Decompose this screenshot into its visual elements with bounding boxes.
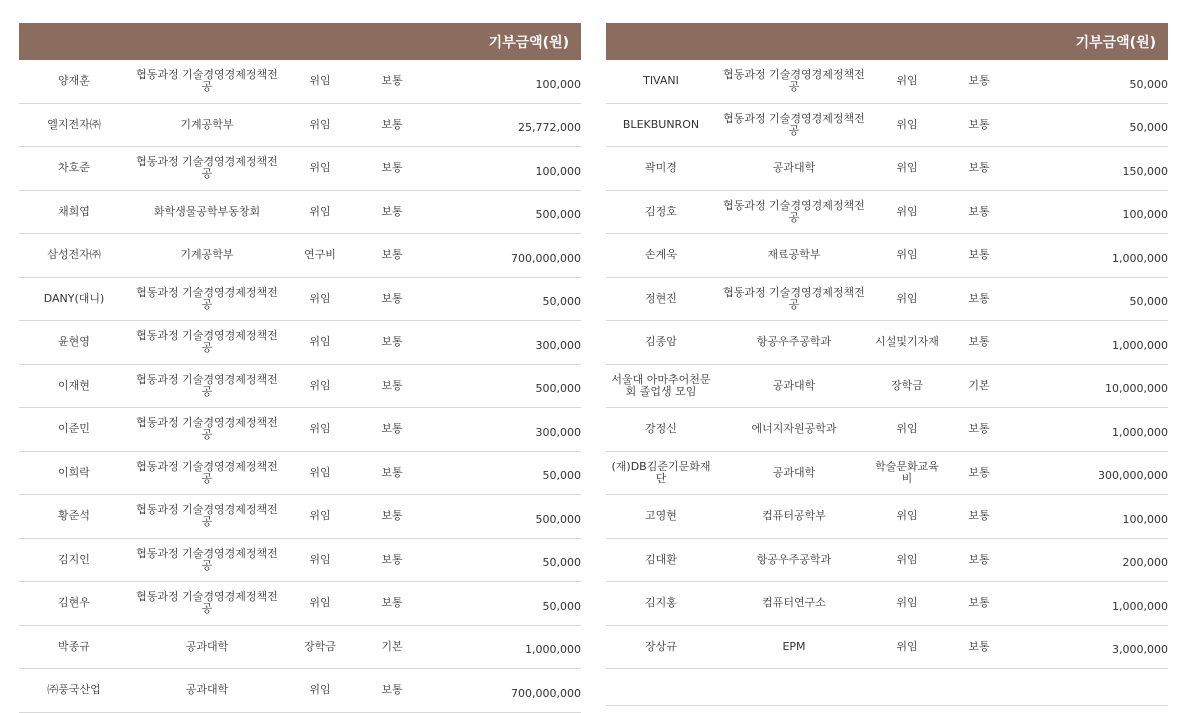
donation-amount: 100,000	[1016, 190, 1168, 234]
donation-amount: 3,000,000	[1016, 625, 1168, 669]
right-table-body	[606, 60, 1168, 705]
donation-type: 위임	[285, 60, 355, 103]
department: 에너지자원공학과	[716, 408, 872, 452]
donor-name: 김대환	[606, 538, 716, 582]
donation-category: 보통	[942, 495, 1016, 539]
table-row	[19, 451, 581, 495]
donor-name: 서울대 아마추어천문회 졸업생 모임	[606, 364, 716, 408]
donation-category: 보통	[355, 538, 429, 582]
donation-type: 위임	[872, 538, 942, 582]
table-row	[606, 321, 1168, 365]
donation-category: 보통	[355, 147, 429, 191]
department: 기계공학부	[129, 103, 285, 147]
donor-name: (재)DB김준기문화재단	[606, 451, 716, 495]
donor-name: 곽미경	[606, 147, 716, 191]
donor-name: 손계욱	[606, 234, 716, 278]
donation-type: 장학금	[872, 364, 942, 408]
right-donation-table	[606, 23, 1168, 706]
donation-category: 기본	[942, 364, 1016, 408]
donation-amount: 1,000,000	[1016, 408, 1168, 452]
donation-type: 위임	[285, 190, 355, 234]
donation-category: 보통	[355, 321, 429, 365]
donation-amount: 50,000	[1016, 277, 1168, 321]
department: 컴퓨터연구소	[716, 582, 872, 626]
donation-category: 보통	[355, 60, 429, 103]
table-header-row	[606, 23, 1168, 60]
donation-amount: 100,000	[1016, 495, 1168, 539]
header-blank	[355, 23, 429, 60]
header-blank	[872, 23, 942, 60]
table-row	[606, 103, 1168, 147]
donation-amount: 50,000	[1016, 103, 1168, 147]
donation-amount: 700,000,000	[429, 234, 581, 278]
table-row	[19, 277, 581, 321]
donation-category: 기본	[355, 625, 429, 669]
donation-amount: 50,000	[429, 582, 581, 626]
table-row	[606, 625, 1168, 669]
donation-type: 위임	[872, 582, 942, 626]
table-row	[606, 234, 1168, 278]
table-row	[19, 538, 581, 582]
table-row	[19, 669, 581, 713]
donation-type: 위임	[285, 321, 355, 365]
donation-amount: 50,000	[1016, 60, 1168, 103]
header-blank	[129, 23, 285, 60]
donor-name: 김정호	[606, 190, 716, 234]
table-row	[606, 277, 1168, 321]
header-blank	[285, 23, 355, 60]
donation-type: 학술문화교육비	[872, 451, 942, 495]
header-blank	[942, 23, 1016, 60]
donation-amount: 10,000,000	[1016, 364, 1168, 408]
donation-amount: 300,000	[429, 321, 581, 365]
donation-amount: 500,000	[429, 364, 581, 408]
table-row	[19, 364, 581, 408]
donor-name: 양재훈	[19, 60, 129, 103]
department: 기계공학부	[129, 234, 285, 278]
donor-name: 삼성전자㈜	[19, 234, 129, 278]
donor-name: 이준민	[19, 408, 129, 452]
department: 협동과정 기술경영경제정책전공	[129, 147, 285, 191]
table-row	[606, 538, 1168, 582]
donation-type: 위임	[872, 147, 942, 191]
donation-category: 보통	[355, 669, 429, 713]
department: 공과대학	[716, 364, 872, 408]
donor-name: 김종암	[606, 321, 716, 365]
table-row	[606, 495, 1168, 539]
donor-name: 강정신	[606, 408, 716, 452]
donor-name: DANY(대니)	[19, 277, 129, 321]
donation-category: 보통	[355, 364, 429, 408]
donation-amount: 25,772,000	[429, 103, 581, 147]
department: 협동과정 기술경영경제정책전공	[129, 582, 285, 626]
department: 협동과정 기술경영경제정책전공	[716, 60, 872, 103]
donation-amount: 300,000,000	[1016, 451, 1168, 495]
department: 항공우주공학과	[716, 321, 872, 365]
donation-category: 보통	[942, 147, 1016, 191]
header-amount: 기부금액(원)	[429, 23, 581, 60]
header-blank	[606, 23, 716, 60]
header-blank	[19, 23, 129, 60]
donor-name: 김현우	[19, 582, 129, 626]
donation-type: 위임	[285, 582, 355, 626]
donation-type: 장학금	[285, 625, 355, 669]
donation-category: 보통	[942, 60, 1016, 103]
department: 항공우주공학과	[716, 538, 872, 582]
donor-name: 이재현	[19, 364, 129, 408]
donation-category: 보통	[942, 451, 1016, 495]
donation-type: 시설및기자재	[872, 321, 942, 365]
department: 협동과정 기술경영경제정책전공	[129, 408, 285, 452]
donation-type: 위임	[872, 277, 942, 321]
donation-amount: 100,000	[429, 147, 581, 191]
table-row	[19, 147, 581, 191]
table-row	[19, 60, 581, 103]
donation-amount: 50,000	[429, 277, 581, 321]
donation-type: 위임	[285, 451, 355, 495]
empty-table-row	[606, 669, 1168, 706]
department: 화학생물공학부동창회	[129, 190, 285, 234]
donation-amount: 1,000,000	[1016, 321, 1168, 365]
donation-category: 보통	[355, 582, 429, 626]
table-row	[19, 625, 581, 669]
donation-category: 보통	[355, 408, 429, 452]
donation-amount: 500,000	[429, 495, 581, 539]
donation-category: 보통	[942, 234, 1016, 278]
table-row	[606, 60, 1168, 103]
table-row	[606, 408, 1168, 452]
donor-name: 채희엽	[19, 190, 129, 234]
donor-name: 엘지전자㈜	[19, 103, 129, 147]
table-row	[19, 234, 581, 278]
donor-name: 윤현영	[19, 321, 129, 365]
donation-category: 보통	[942, 408, 1016, 452]
donor-name: TIVANI	[606, 60, 716, 103]
department: 공과대학	[129, 625, 285, 669]
donation-type: 위임	[872, 60, 942, 103]
left-table-body	[19, 60, 581, 712]
donation-amount: 1,000,000	[1016, 234, 1168, 278]
table-row	[19, 190, 581, 234]
donation-category: 보통	[942, 582, 1016, 626]
donation-type: 위임	[285, 277, 355, 321]
donation-type: 위임	[285, 669, 355, 713]
header-blank	[716, 23, 872, 60]
department: 협동과정 기술경영경제정책전공	[716, 190, 872, 234]
donor-name: 차호준	[19, 147, 129, 191]
donor-name: 이희락	[19, 451, 129, 495]
donation-type: 위임	[872, 625, 942, 669]
department: 공과대학	[129, 669, 285, 713]
donor-name: ㈜풍국산업	[19, 669, 129, 713]
donation-category: 보통	[942, 625, 1016, 669]
donor-name: 박종규	[19, 625, 129, 669]
donation-type: 위임	[285, 495, 355, 539]
left-donation-table	[19, 23, 581, 713]
donation-category: 보통	[942, 277, 1016, 321]
donation-amount: 50,000	[429, 451, 581, 495]
department: 재료공학부	[716, 234, 872, 278]
table-row	[606, 582, 1168, 626]
donation-type: 연구비	[285, 234, 355, 278]
donation-amount: 1,000,000	[429, 625, 581, 669]
donation-type: 위임	[872, 190, 942, 234]
donation-category: 보통	[355, 190, 429, 234]
donation-type: 위임	[872, 408, 942, 452]
table-row	[19, 321, 581, 365]
header-amount: 기부금액(원)	[1016, 23, 1168, 60]
table-row	[19, 582, 581, 626]
donation-category: 보통	[355, 451, 429, 495]
donation-category: 보통	[942, 538, 1016, 582]
table-row	[19, 495, 581, 539]
donation-type: 위임	[872, 103, 942, 147]
donation-amount: 1,000,000	[1016, 582, 1168, 626]
donation-category: 보통	[942, 190, 1016, 234]
table-row	[19, 103, 581, 147]
table-row	[19, 408, 581, 452]
empty-cell	[606, 669, 1168, 706]
donor-name: 김지인	[19, 538, 129, 582]
donation-amount: 150,000	[1016, 147, 1168, 191]
department: 협동과정 기술경영경제정책전공	[129, 538, 285, 582]
donation-amount: 700,000,000	[429, 669, 581, 713]
department: EPM	[716, 625, 872, 669]
donation-type: 위임	[285, 103, 355, 147]
donor-name: 김지홍	[606, 582, 716, 626]
donation-type: 위임	[872, 234, 942, 278]
donation-category: 보통	[942, 321, 1016, 365]
donation-type: 위임	[285, 364, 355, 408]
table-header-row	[19, 23, 581, 60]
department: 협동과정 기술경영경제정책전공	[716, 277, 872, 321]
donation-category: 보통	[355, 234, 429, 278]
donor-name: 정현진	[606, 277, 716, 321]
department: 협동과정 기술경영경제정책전공	[129, 277, 285, 321]
department: 협동과정 기술경영경제정책전공	[129, 321, 285, 365]
donation-category: 보통	[355, 495, 429, 539]
donation-amount: 100,000	[429, 60, 581, 103]
donation-amount: 300,000	[429, 408, 581, 452]
left-donation-table-panel	[19, 23, 581, 713]
donor-name: 고영현	[606, 495, 716, 539]
department: 공과대학	[716, 147, 872, 191]
table-row	[606, 451, 1168, 495]
donor-name: 황준석	[19, 495, 129, 539]
department: 컴퓨터공학부	[716, 495, 872, 539]
department: 협동과정 기술경영경제정책전공	[129, 451, 285, 495]
table-row	[606, 147, 1168, 191]
table-row	[606, 190, 1168, 234]
donation-amount: 500,000	[429, 190, 581, 234]
table-row	[606, 364, 1168, 408]
donation-amount: 200,000	[1016, 538, 1168, 582]
department: 협동과정 기술경영경제정책전공	[716, 103, 872, 147]
right-donation-table-panel	[606, 23, 1168, 706]
donation-category: 보통	[942, 103, 1016, 147]
department: 공과대학	[716, 451, 872, 495]
donor-name: BLEKBUNRON	[606, 103, 716, 147]
department: 협동과정 기술경영경제정책전공	[129, 364, 285, 408]
donation-type: 위임	[285, 538, 355, 582]
donation-type: 위임	[872, 495, 942, 539]
donation-category: 보통	[355, 103, 429, 147]
donation-type: 위임	[285, 147, 355, 191]
donation-category: 보통	[355, 277, 429, 321]
donor-name: 장상규	[606, 625, 716, 669]
department: 협동과정 기술경영경제정책전공	[129, 60, 285, 103]
donation-amount: 50,000	[429, 538, 581, 582]
donation-type: 위임	[285, 408, 355, 452]
department: 협동과정 기술경영경제정책전공	[129, 495, 285, 539]
